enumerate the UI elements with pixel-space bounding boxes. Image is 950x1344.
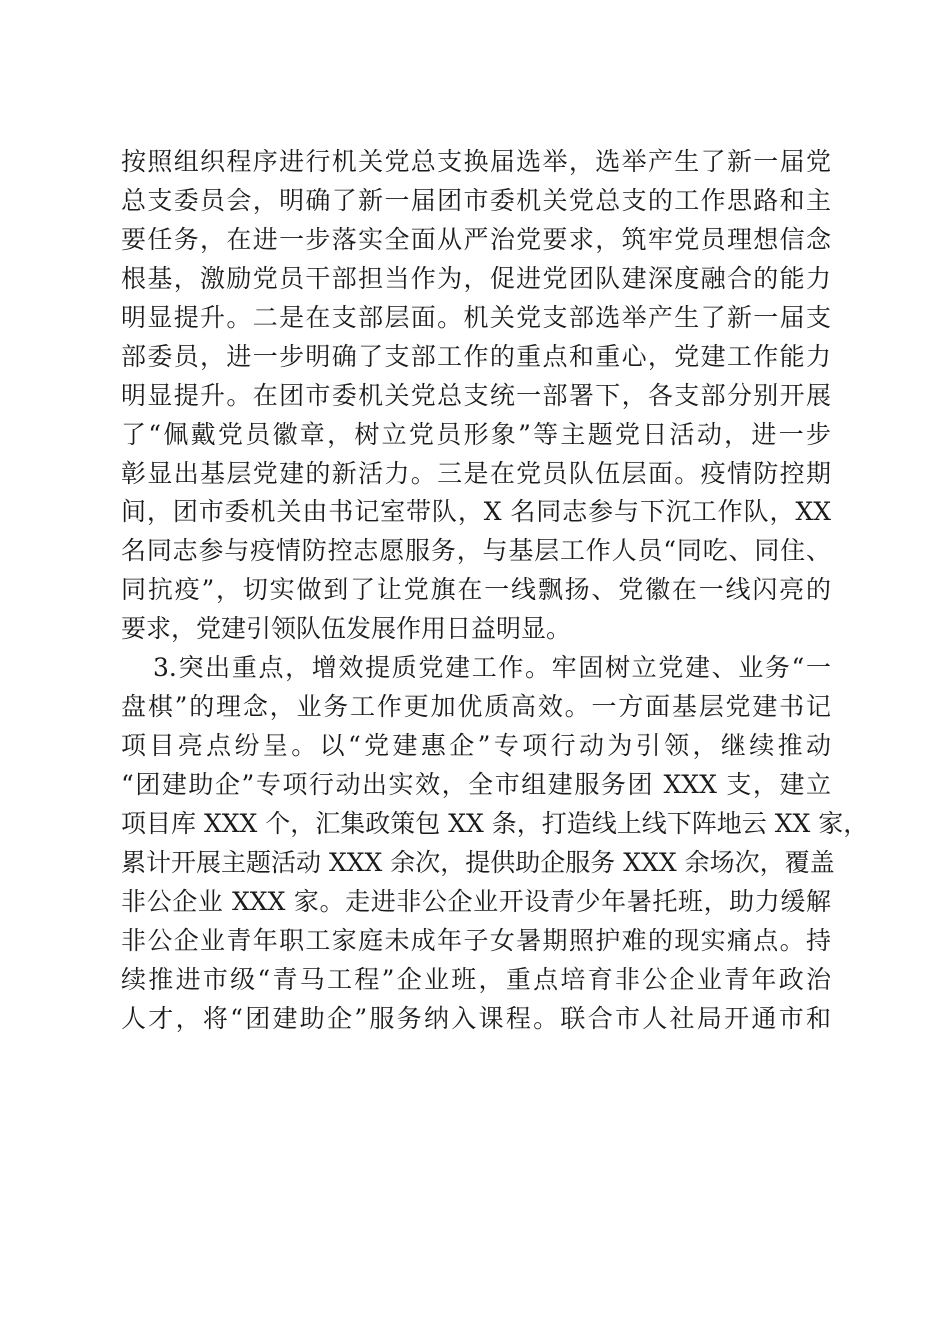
text-line: 累计开展主题活动 XXX 余次，提供助企服务 XXX 余场次，覆盖 <box>121 847 835 877</box>
paragraph-2 <box>121 649 869 1038</box>
body-text <box>121 143 869 1039</box>
text-line: 盘棋”的理念，业务工作更加优质高效。一方面基层党建书记 <box>121 692 831 722</box>
text-line: 3.突出重点，增效提质党建工作。牢固树立党建、业务“一 <box>153 653 831 683</box>
text-line: 部委员，进一步明确了支部工作的重点和重心，党建工作能力 <box>121 341 831 371</box>
text-line: 要任务，在进一步落实全面从严治党要求，筑牢党员理想信念 <box>121 224 831 254</box>
text-line: 间，团市委机关由书记室带队，X 名同志参与下沉工作队，XX <box>121 497 831 527</box>
text-line: 项目亮点纷呈。以“党建惠企”专项行动为引领，继续推动 <box>121 731 831 761</box>
paragraph-1 <box>121 143 831 649</box>
text-line: 明显提升。在团市委机关党总支统一部署下，各支部分别开展 <box>121 380 831 410</box>
text-line: 要求，党建引领队伍发展作用日益明显。 <box>121 614 572 644</box>
text-line: 非公企业青年职工家庭未成年子女暑期照护难的现实痛点。持 <box>121 925 831 955</box>
text-line: “团建助企”专项行动出实效，全市组建服务团 XXX 支，建立 <box>121 770 831 799</box>
text-line: 非公企业 XXX 家。走进非公企业开设青少年暑托班，助力缓解 <box>121 886 831 916</box>
text-line: 明显提升。二是在支部层面。机关党支部选举产生了新一届支 <box>121 302 831 332</box>
text-line: 按照组织程序进行机关党总支换届选举，选举产生了新一届党 <box>121 147 831 176</box>
text-line: 项目库 XXX 个，汇集政策包 XX 条，打造线上线下阵地云 XX 家， <box>121 808 869 838</box>
text-line: 总支委员会，明确了新一届团市委机关党总支的工作思路和主 <box>121 185 831 215</box>
text-line: 人才，将“团建助企”服务纳入课程。联合市人社局开通市和 <box>121 1003 831 1033</box>
text-line: 根基，激励党员干部担当作为，促进党团队建深度融合的能力 <box>121 263 831 293</box>
text-line: 彰显出基层党建的新活力。三是在党员队伍层面。疫情防控期 <box>121 458 831 488</box>
text-line: 同抗疫”，切实做到了让党旗在一线飘扬、党徽在一线闪亮的 <box>121 575 831 605</box>
text-line: 了“佩戴党员徽章，树立党员形象”等主题党日活动，进一步 <box>121 419 831 449</box>
text-line: 名同志参与疫情防控志愿服务，与基层工作人员“同吃、同住、 <box>121 536 831 566</box>
text-line: 续推进市级“青马工程”企业班，重点培育非公企业青年政治 <box>121 964 831 994</box>
